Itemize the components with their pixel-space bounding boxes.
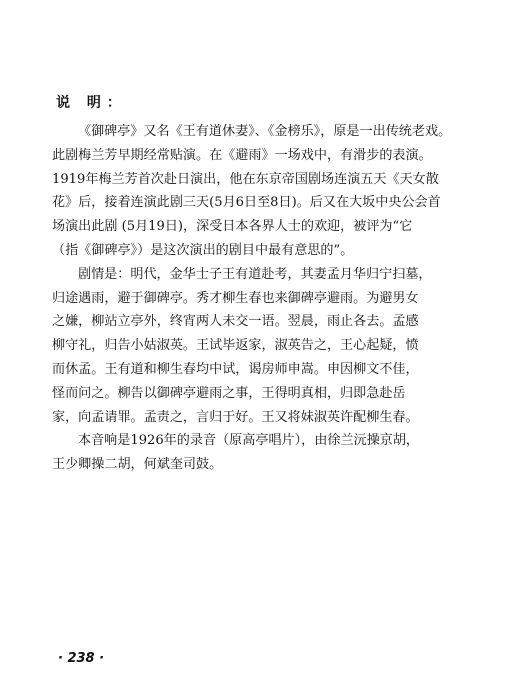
paragraph-intro	[52, 120, 462, 263]
text-line: 王少卿操二胡，何斌奎司鼓。	[52, 457, 223, 473]
text-line: 柳守礼，归告小姑淑英。王试毕返家，淑英告之，王心起疑，愤	[52, 338, 419, 354]
text-line: 《御碑亭》又名《王有道休妻》、《金榜乐》，原是一出传统老戏。	[78, 124, 452, 139]
text-line: 场演出此剧 (5月19日)，深受日本各界人士的欢迎，被评为“它	[52, 219, 413, 235]
text-line: 1919年梅兰芳首次赴日演出，他在东京帝国剧场连演五天《天女散	[52, 171, 439, 187]
paragraph-plot	[52, 263, 462, 430]
page-number: · 238 ·	[58, 651, 105, 666]
text-line: 怪而问之。柳告以御碑亭避雨之事，王得明真相，归即急赴岳	[52, 385, 406, 401]
section-heading: 说 明：	[56, 95, 127, 111]
text-line: 而休孟。王有道和柳生春均中试，谒房师申嵩。申因柳文不佳，	[52, 361, 419, 377]
body-text	[52, 120, 462, 477]
text-line: （指《御碑亭》）是这次演出的剧目中最有意思的”。	[52, 242, 354, 258]
text-line: 家，向孟请罪。孟责之，言归于好。王又将妹淑英许配柳生春。	[52, 409, 419, 425]
text-line: 归途遇雨，避于御碑亭。秀才柳生春也来御碑亭避雨。为避男女	[52, 290, 419, 306]
text-line: 花》后，接着连演此剧三天(5月6日至8日)。后又在大坂中央公会首	[52, 195, 441, 211]
text-line: 本音响是1926年的录音（原高亭唱片），由徐兰沅操京胡，	[78, 433, 420, 449]
text-line: 剧情是：明代，金华士子王有道赴考，其妻孟月华归宁扫墓，	[78, 266, 432, 282]
text-line: 之嫌，柳站立亭外，终宵两人未交一语。翌晨，雨止各去。孟感	[52, 314, 419, 330]
text-line: 此剧梅兰芳早期经常贴演。在《避雨》一场戏中，有滑步的表演。	[52, 147, 432, 163]
paragraph-recording	[52, 429, 462, 477]
